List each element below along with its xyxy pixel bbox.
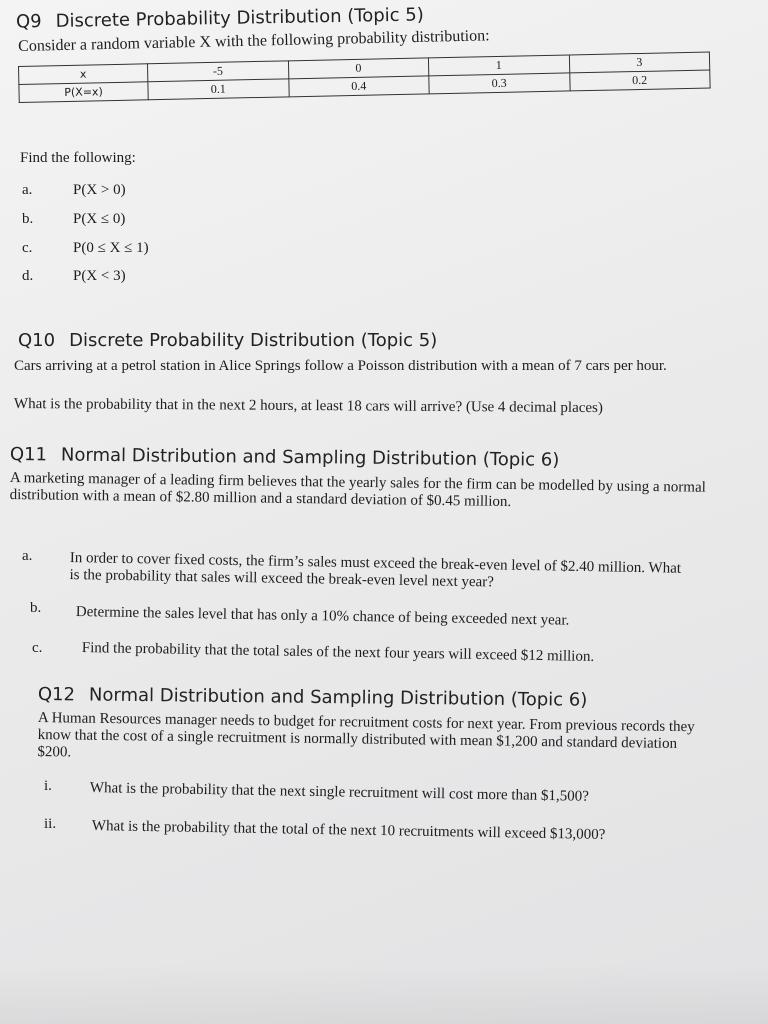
table-cell-x: -5 [147, 61, 288, 82]
q11-part-label: b. [30, 600, 42, 616]
q10-text: Cars arriving at a petrol station in Alice Springs follow a Poisson distribution with a mean of 7 cars per hour. [14, 358, 667, 374]
q11-part-text: In order to cover fixed costs, the firm’s sales must exceed the break-even level of $2.40 million. What is the probability that sales will exceed the break-even level next year? [69, 550, 682, 591]
table-cell-p: 0.4 [288, 76, 429, 97]
q10-title: Discrete Probability Distribution (Topic 5) [69, 330, 438, 351]
q12-part-label: ii. [44, 816, 57, 832]
q10-heading [18, 330, 437, 351]
table-header-x: x [19, 64, 148, 85]
q12-heading [38, 684, 588, 711]
q11-part-text: Determine the sales level that has only a 10% chance of being exceeded next year. [75, 604, 570, 629]
probability-table [18, 52, 711, 103]
q11-part-text: Find the probability that the total sales of the next four years will exceed $12 million. [81, 640, 595, 665]
q9-part-text: P(0 ≤ X ≤ 1) [73, 240, 149, 256]
q10-question: What is the probability that in the next 2 hours, at least 18 cars will arrive? (Use 4 decimal places) [13, 396, 603, 417]
q11-part-label: a. [22, 548, 33, 564]
q11-number: Q11 [9, 444, 48, 466]
q9-intro: Consider a random variable X with the following probability distribution: [18, 27, 490, 55]
q12-intro: A Human Resources manager needs to budget for recruitment costs for next year. From previous records they know that the cost of a single recruitment is normally distributed with mean $1,200 and standard deviation $200. [37, 710, 695, 761]
q12-part-text: What is the probability that the total of the next 10 recruitments will exceed $13,000? [91, 818, 606, 843]
q9-heading [16, 4, 424, 32]
q9-part-label: d. [22, 268, 34, 284]
q9-find-label: Find the following: [20, 150, 136, 166]
q9-part-label: c. [22, 240, 33, 256]
table-cell-x: 3 [569, 52, 710, 73]
table-cell-p: 0.2 [569, 70, 710, 91]
table-cell-p: 0.1 [148, 79, 289, 100]
q9-part-text: P(X < 3) [73, 268, 126, 284]
q9-part-label: b. [22, 211, 34, 227]
q9-number: Q9 [15, 11, 42, 33]
q9-title: Discrete Probability Distribution (Topic 5) [55, 4, 424, 32]
q11-heading [10, 444, 560, 471]
q12-title: Normal Distribution and Sampling Distribution (Topic 6) [88, 684, 588, 711]
table-cell-x: 0 [288, 58, 429, 79]
q11-intro: A marketing manager of a leading firm believes that the yearly sales for the firm can be modelled by using a normal distribution with a mean of $2.80 million and a standard deviation of $0.45 million. [9, 470, 706, 511]
q9-part-label: a. [22, 182, 33, 198]
q12-part-text: What is the probability that the next single recruitment will cost more than $1,500? [89, 780, 589, 805]
q9-part-text: P(X > 0) [73, 182, 126, 198]
q10-number: Q10 [18, 330, 56, 351]
table-cell-x: 1 [428, 55, 569, 76]
q12-part-label: i. [44, 778, 52, 794]
table-header-p: P(X=x) [19, 82, 148, 103]
table-cell-p: 0.3 [429, 73, 570, 94]
q11-title: Normal Distribution and Sampling Distribution (Topic 6) [60, 444, 560, 471]
q11-part-label: c. [32, 640, 43, 656]
q12-number: Q12 [37, 684, 76, 706]
q9-part-text: P(X ≤ 0) [73, 211, 126, 227]
page-shadow [0, 964, 768, 1024]
